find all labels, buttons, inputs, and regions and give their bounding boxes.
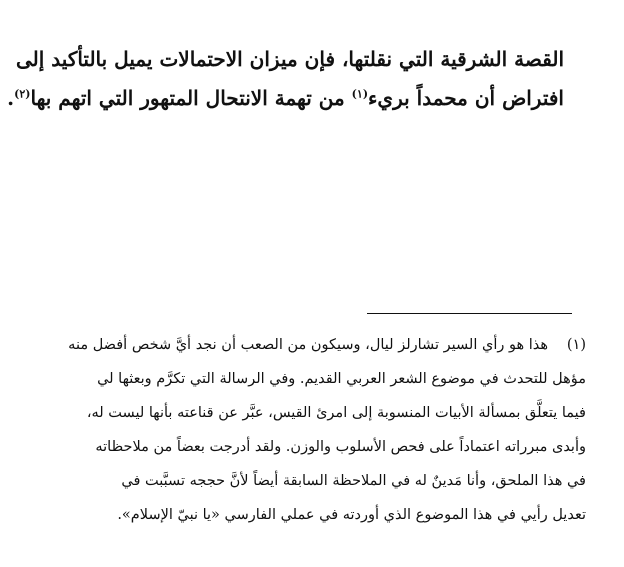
footnote-line-6: تعديل رأيي في هذا الموضوع الذي أوردته في عملي الفارسي «يا نبيّ الإسلام». xyxy=(117,507,586,523)
footnote-line-2: مؤهل للتحدث في موضوع الشعر العربي القديم. وفي الرسالة التي تكرَّم وبعثها لي xyxy=(97,371,586,387)
footnote-1 xyxy=(40,328,586,532)
body-line-2-middle: من تهمة الانتحال المتهور التي اتهم بها xyxy=(30,86,352,110)
footnote-line-3: فيما يتعلَّق بمسألة الأبيات المنسوبة إلى امرئ القيس، عبَّر عن قناعته بأنها ليست له، xyxy=(86,405,586,421)
footnote-line-5: في هذا الملحق، وأنا مَدينٌ له في الملاحظة السابقة أيضاً لأنَّ حججه تسبَّبت في xyxy=(121,473,586,489)
body-line-2-start: افتراض أن محمداً بريء xyxy=(368,86,564,110)
main-paragraph xyxy=(7,40,564,118)
footnote-ref-1[interactable]: (١) xyxy=(351,87,369,101)
footnote-line-1-text: هذا هو رأي السير تشارلز ليال، وسيكون من الصعب أن نجد أيَّ شخص أفضل منه xyxy=(68,337,548,353)
footnote-line-4: وأبدى مبرراته اعتماداً على فحص الأسلوب والوزن. ولقد أدرجت بعضاً من ملاحظاته xyxy=(95,439,586,455)
footnote-ref-2[interactable]: (٢) xyxy=(14,87,31,101)
footnote-number: (١) xyxy=(566,337,586,353)
body-line-1: القصة الشرقية التي نقلتها، فإن ميزان الاحتمالات يميل بالتأكيد إلى xyxy=(16,47,564,71)
body-line-2 xyxy=(7,79,564,118)
footnote-line-1 xyxy=(40,328,586,362)
footnote-separator xyxy=(367,313,572,314)
body-line-2-end: . xyxy=(7,86,15,110)
